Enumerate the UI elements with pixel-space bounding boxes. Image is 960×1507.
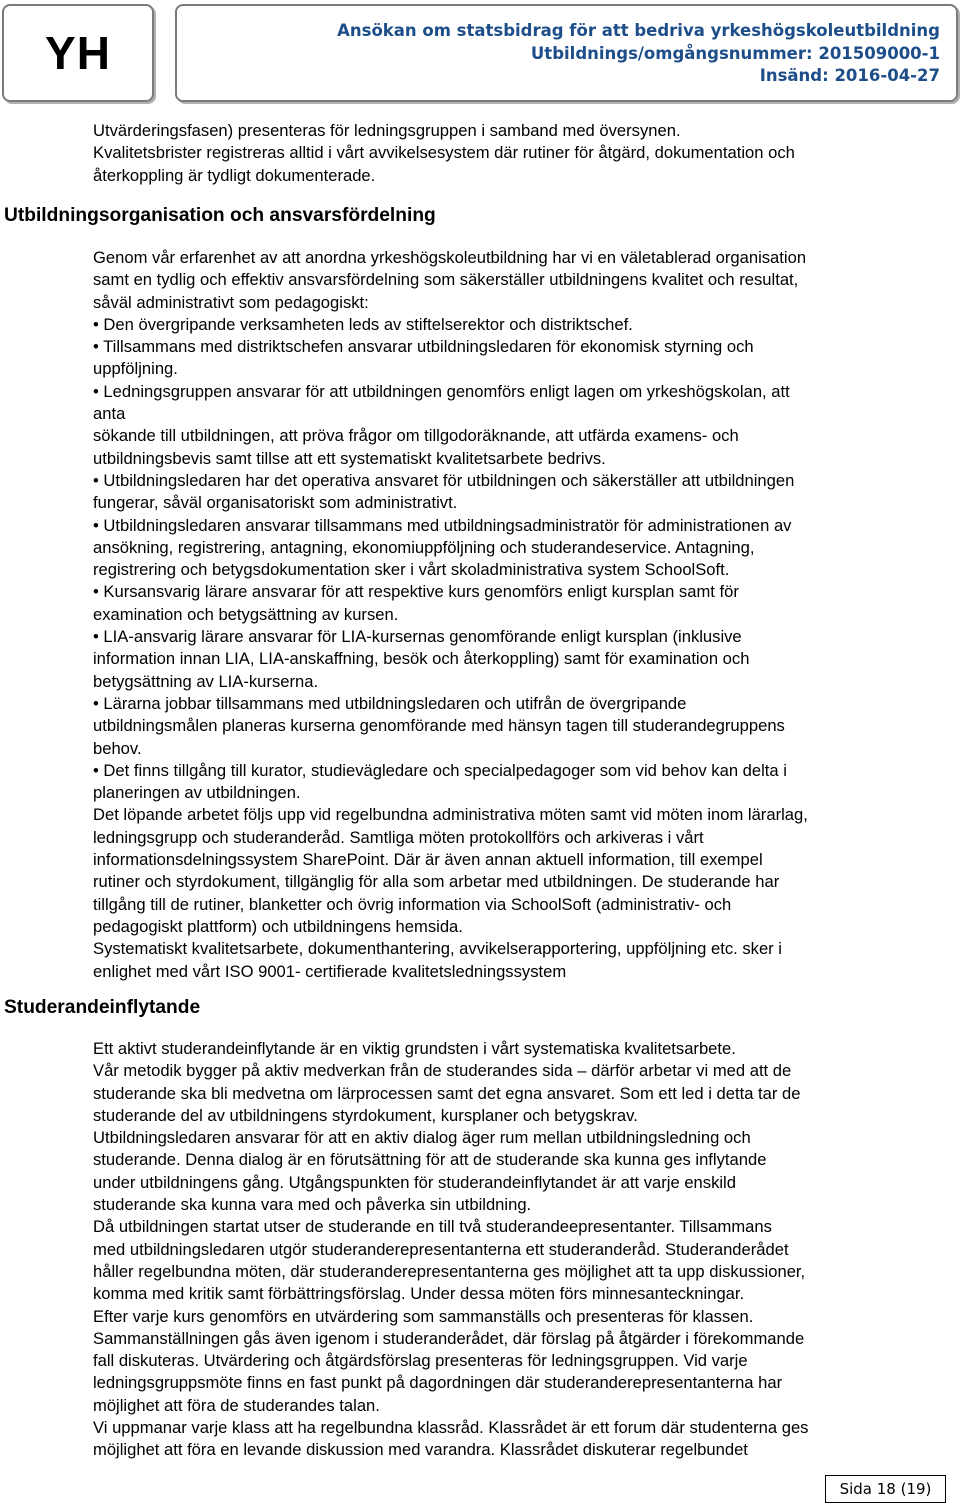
text-line: • Kursansvarig lärare ansvarar för att respektive kurs genomförs enligt kursplan samt för [93,582,739,602]
text-line: sökande till utbildningen, att pröva frågor om tillgodoräknande, att utfärda examens- och [93,426,739,446]
text-line: komma med kritik samt förbättringsförslag. Under dessa möten förs minnesanteckningar. [93,1284,745,1304]
intro-paragraph [93,120,953,187]
section-heading-organisation: Utbildningsorganisation och ansvarsfördelning [4,205,436,226]
text-line: möjlighet att föra de studerandes talan. [93,1395,380,1415]
text-line: informationsdelningssystem SharePoint. Där är även annan aktuell information, till exempel [93,850,763,870]
text-line: ledningsgruppsmöte finns en fast punkt på dagordningen där studeranderepresentanterna har [93,1373,783,1393]
text-line: Då utbildningen startat utser de studerande en till två studerandeepresentanter. Tillsammans [93,1217,772,1237]
text-line: studerande. Denna dialog är en förutsättning för att de studerande ska kunna ges inflytande [93,1150,767,1170]
text-line: fall diskuteras. Utvärdering och åtgärdsförslag presenteras för ledningsgruppen. Vid varje [93,1351,748,1371]
document-header [175,4,958,102]
text-line: möjlighet att föra en levande diskussion med varandra. Klassrådet diskuterar regelbundet [93,1440,748,1460]
header-title: Ansökan om statsbidrag för att bedriva yrkeshögskoleutbildning [337,21,940,40]
text-line: • LIA-ansvarig lärare ansvarar för LIA-kursernas genomförande enligt kursplan (inklusive [93,627,742,647]
text-line: med utbildningsledaren utgör studeranderepresentanterna ett studeranderåd. Studeranderådet [93,1239,789,1259]
text-line: enlighet med vårt ISO 9001- certifierade kvalitetsledningssystem [93,961,567,981]
text-line: samt en tydlig och effektiv ansvarsfördelning som säkerställer utbildningens kvalitet och resultat, [93,270,799,290]
text-line: • Utbildningsledaren ansvarar tillsammans med utbildningsadministratör för administrationen av [93,515,792,535]
text-line: Vår metodik bygger på aktiv medverkan från de studerandes sida – därför arbetar vi med att de [93,1061,792,1081]
text-line: Vi uppmanar varje klass att ha regelbundna klassråd. Klassrådet är ett forum där studenterna ges [93,1418,809,1438]
text-line: information innan LIA, LIA-anskaffning, besök och återkoppling) samt för examination och [93,649,750,669]
text-line: • Utbildningsledaren har det operativa ansvaret för utbildningen och säkerställer att utbildningen [93,470,795,490]
text-line: återkoppling är tydligt dokumenterade. [93,165,376,185]
section-body-inflytande [93,1038,953,1462]
header-sent-date: Insänd: 2016-04-27 [759,66,940,85]
header-number: Utbildnings/omgångsnummer: 201509000-1 [530,43,940,63]
text-line: Ett aktivt studerandeinflytande är en viktig grundsten i vårt systematiska kvalitetsarbete. [93,1039,736,1058]
text-line: Systematiskt kvalitetsarbete, dokumenthantering, avvikelserapportering, uppföljning etc. sker i [93,939,782,959]
text-line: pedagogiskt plattform) och utbildningens hemsida. [93,916,463,936]
text-line: uppföljning. [93,359,178,379]
logo-box [2,4,154,102]
text-line: • Den övergripande verksamheten leds av stiftelserektor och distriktschef. [93,314,633,334]
text-line: Det löpande arbetet följs upp vid regelbundna administrativa möten samt vid möten inom lärarlag, [93,805,808,825]
text-line: under utbildningens gång. Utgångspunkten för studerandeinflytandet är att varje enskild [93,1172,736,1192]
text-line: examination och betygsättning av kursen. [93,604,399,624]
text-line: såväl administrativt som pedagogiskt: [93,292,369,312]
text-line: • Ledningsgruppen ansvarar för att utbildningen genomförs enligt lagen om yrkeshögskolan, att [93,381,790,401]
section-body-organisation [93,247,953,983]
text-line: behov. [93,738,142,758]
text-line: • Tillsammans med distriktschefen ansvarar utbildningsledaren för ekonomisk styrning och [93,337,754,357]
logo: YH [45,27,111,79]
text-line: studerande ska kunna vara med och påverka sin utbildning. [93,1195,532,1215]
text-line: ansökning, registrering, antagning, ekonomiuppföljning och studerandeservice. Antagning, [93,537,755,557]
text-line: rutiner och styrdokument, tillgänglig för alla som arbetar med utbildningen. De studerande har [93,872,780,892]
text-line: betygsättning av LIA-kurserna. [93,671,319,691]
text-line: utbildningsmålen planeras kurserna genomförande med hänsyn tagen till studerandegruppens [93,716,785,736]
text-line: Sammanställningen gås även igenom i studeranderådet, där förslag på åtgärder i förekommande [93,1328,805,1348]
text-line: Efter varje kurs genomförs en utvärdering som sammanställs och presenteras för klassen. [93,1306,754,1326]
text-line: ledningsgrupp och studeranderåd. Samtliga möten protokollförs och arkiveras i vårt [93,827,704,847]
text-line: Utbildningsledaren ansvarar för att en aktiv dialog äger rum mellan utbildningsledning och [93,1128,751,1148]
text-line: Kvalitetsbrister registreras alltid i vårt avvikelsesystem där rutiner för åtgärd, dokumentation och [93,143,795,163]
text-line: utbildningsbevis samt tillse att ett systematiskt kvalitetsarbete bedrivs. [93,448,606,468]
page-number: Sida 18 (19) [825,1475,946,1503]
text-line: • Det finns tillgång till kurator, studievägledare och specialpedagoger som vid behov kan delta i [93,760,787,780]
text-line: registrering och betygsdokumentation sker i vårt skoladministrativa system SchoolSoft. [93,560,730,580]
text-line: • Lärarna jobbar tillsammans med utbildningsledaren och utifrån de övergripande [93,693,687,713]
text-line: anta [93,404,126,424]
text-line: Genom vår erfarenhet av att anordna yrkeshögskoleutbildning har vi en väletablerad organisation [93,248,807,267]
text-line: håller regelbundna möten, där studeranderepresentanterna ges möjlighet att ta upp diskussioner, [93,1261,806,1281]
text-line: fungerar, såväl organisatoriskt som administrativt. [93,493,458,513]
text-line: studerande del av utbildningens styrdokument, kursplaner och betygskrav. [93,1105,638,1125]
text-line: planeringen av utbildningen. [93,783,301,803]
text-line: studerande ska bli medvetna om lärprocessen samt det egna ansvaret. Som ett led i detta tar de [93,1083,801,1103]
section-heading-inflytande: Studerandeinflytande [4,997,201,1018]
text-line: tillgång till de rutiner, blanketter och övrig information via SchoolSoft (administrativ- och [93,894,732,914]
text-line: Utvärderingsfasen) presenteras för ledningsgruppen i samband med översynen. [93,121,681,140]
